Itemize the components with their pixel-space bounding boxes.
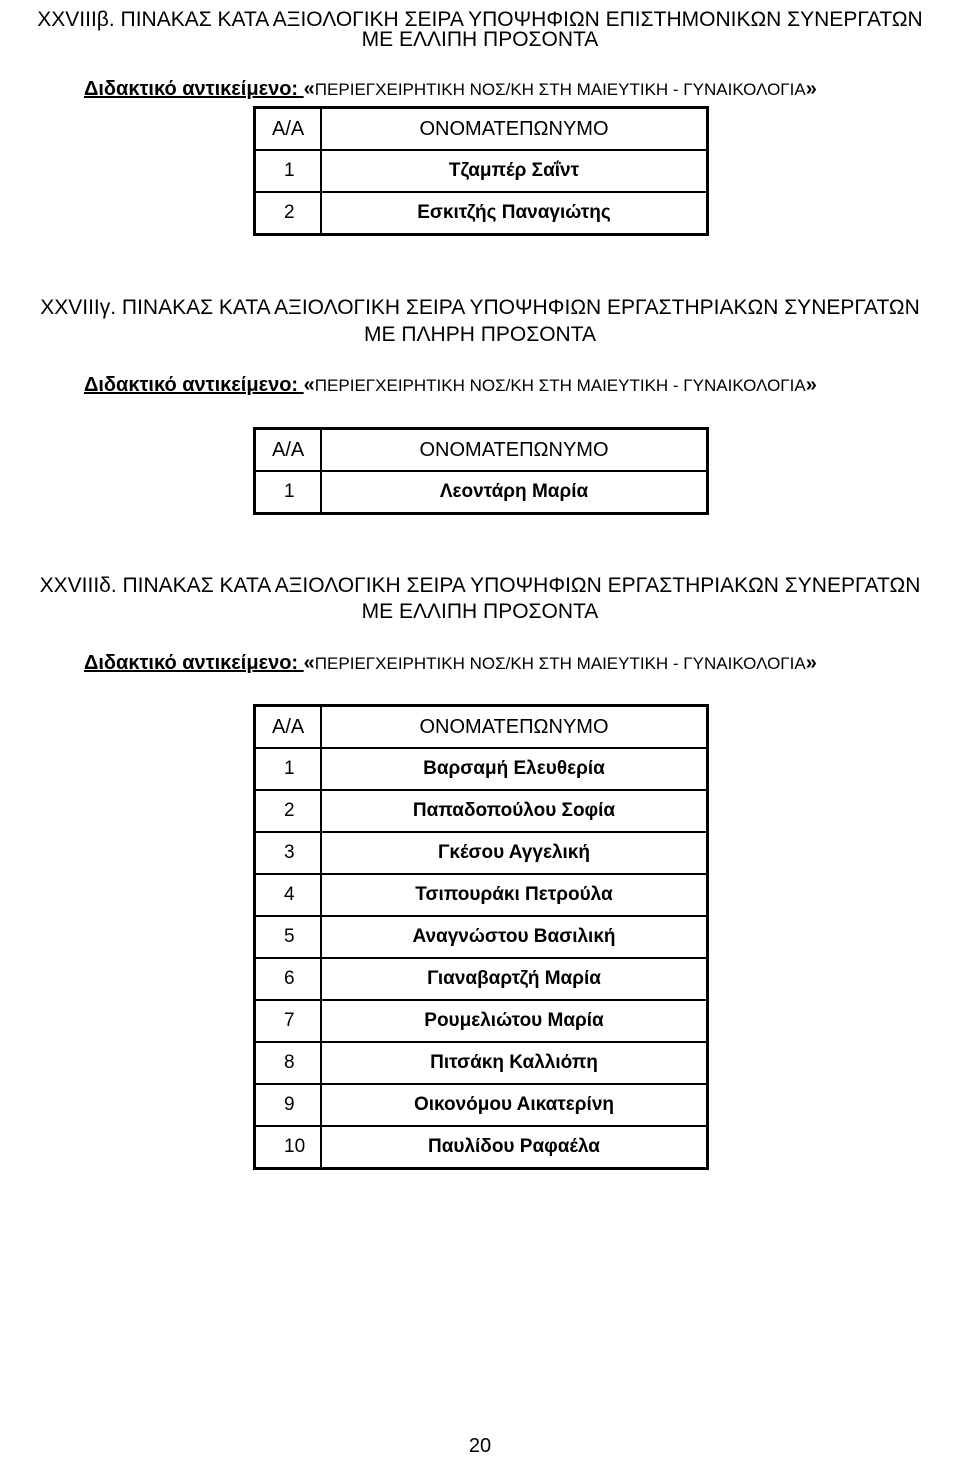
subject-label: Διδακτικό αντικείμενο: [84,652,304,674]
row-number: 5 [255,916,321,958]
header-name: ΟΝΟΜΑΤΕΠΩΝΥΜΟ [321,706,707,748]
row-number: 2 [255,790,321,832]
subject-label: Διδακτικό αντικείμενο: [84,374,304,396]
row-name: Οικονόμου Αικατερίνη [321,1084,707,1126]
table-row [255,748,707,790]
row-name: Παυλίδου Ραφαέλα [321,1126,707,1168]
subject-line [84,78,817,101]
table-header-row [255,706,707,748]
header-aa: Α/Α [255,429,321,471]
section-title-line1: XXVIIIβ. ΠΙΝΑΚΑΣ ΚΑΤΑ ΑΞΙΟΛΟΓΙΚΗ ΣΕΙΡΑ ΥΠΟΨΗΦΙΩΝ ΕΠΙΣΤΗΜΟΝΙΚΩΝ ΣΥΝΕΡΓΑΤΩΝ [37,8,923,31]
table-header-row [255,108,707,150]
row-number: 1 [255,471,321,513]
row-number: 1 [255,150,321,192]
row-number: 10 [255,1126,321,1168]
quote-open: « [303,652,315,674]
table-row [255,958,707,1000]
header-aa: Α/Α [255,706,321,748]
page-number: 20 [468,1435,492,1457]
table-row [255,192,707,234]
row-number: 7 [255,1000,321,1042]
header-name: ΟΝΟΜΑΤΕΠΩΝΥΜΟ [321,429,707,471]
row-name: Παπαδοπούλου Σοφία [321,790,707,832]
quote-open: « [303,374,315,396]
section-title-line1: XXVIIIγ. ΠΙΝΑΚΑΣ ΚΑΤΑ ΑΞΙΟΛΟΓΙΚΗ ΣΕΙΡΑ ΥΠΟΨΗΦΙΩΝ ΕΡΓΑΣΤΗΡΙΑΚΩΝ ΣΥΝΕΡΓΑΤΩΝ [40,296,920,319]
row-number: 3 [255,832,321,874]
quote-close: » [805,78,817,100]
table-row [255,1000,707,1042]
row-number: 6 [255,958,321,1000]
candidates-table [253,427,709,515]
section-title-line1: XXVIIIδ. ΠΙΝΑΚΑΣ ΚΑΤΑ ΑΞΙΟΛΟΓΙΚΗ ΣΕΙΡΑ ΥΠΟΨΗΦΙΩΝ ΕΡΓΑΣΤΗΡΙΑΚΩΝ ΣΥΝΕΡΓΑΤΩΝ [39,574,921,597]
table-row [255,874,707,916]
row-number: 1 [255,748,321,790]
quote-close: » [805,374,817,396]
row-name: Εσκιτζής Παναγιώτης [321,192,707,234]
section-title-line2: ΜΕ ΠΛΗΡΗ ΠΡΟΣΟΝΤΑ [364,323,596,346]
row-name: Τζαμπέρ Σαΐντ [321,150,707,192]
section-title-line2: ΜΕ ΕΛΛΙΠΗ ΠΡΟΣΟΝΤΑ [361,28,599,51]
table-row [255,1126,707,1168]
row-number: 4 [255,874,321,916]
row-name: Λεοντάρη Μαρία [321,471,707,513]
candidates-table [253,106,709,236]
row-name: Πιτσάκη Καλλιόπη [321,1042,707,1084]
candidates-table [253,704,709,1170]
table-row [255,1042,707,1084]
quote-close: » [805,652,817,674]
row-name: Τσιπουράκι Πετρούλα [321,874,707,916]
row-name: Γιαναβαρτζή Μαρία [321,958,707,1000]
subject-line [84,652,817,675]
row-name: Βαρσαμή Ελευθερία [321,748,707,790]
row-number: 2 [255,192,321,234]
row-number: 9 [255,1084,321,1126]
table-row [255,916,707,958]
header-name: ΟΝΟΜΑΤΕΠΩΝΥΜΟ [321,108,707,150]
row-name: Ρουμελιώτου Μαρία [321,1000,707,1042]
table-header-row [255,429,707,471]
row-number: 8 [255,1042,321,1084]
table-row [255,1084,707,1126]
course-name: ΠΕΡΙΕΓΧΕΙΡΗΤΙΚΗ ΝΟΣ/ΚΗ ΣΤΗ ΜΑΙΕΥΤΙΚΗ - ΓΥΝΑΙΚΟΛΟΓΙΑ [314,376,806,395]
table-row [255,150,707,192]
row-name: Γκέσου Αγγελική [321,832,707,874]
subject-label: Διδακτικό αντικείμενο: [84,78,304,100]
subject-line [84,374,817,397]
course-name: ΠΕΡΙΕΓΧΕΙΡΗΤΙΚΗ ΝΟΣ/ΚΗ ΣΤΗ ΜΑΙΕΥΤΙΚΗ - ΓΥΝΑΙΚΟΛΟΓΙΑ [314,80,806,99]
course-name: ΠΕΡΙΕΓΧΕΙΡΗΤΙΚΗ ΝΟΣ/ΚΗ ΣΤΗ ΜΑΙΕΥΤΙΚΗ - ΓΥΝΑΙΚΟΛΟΓΙΑ [314,654,806,673]
section-title-line2: ΜΕ ΕΛΛΙΠΗ ΠΡΟΣΟΝΤΑ [361,600,599,623]
row-name: Αναγνώστου Βασιλική [321,916,707,958]
table-row [255,832,707,874]
table-row [255,790,707,832]
header-aa: Α/Α [255,108,321,150]
table-row [255,471,707,513]
quote-open: « [303,78,315,100]
